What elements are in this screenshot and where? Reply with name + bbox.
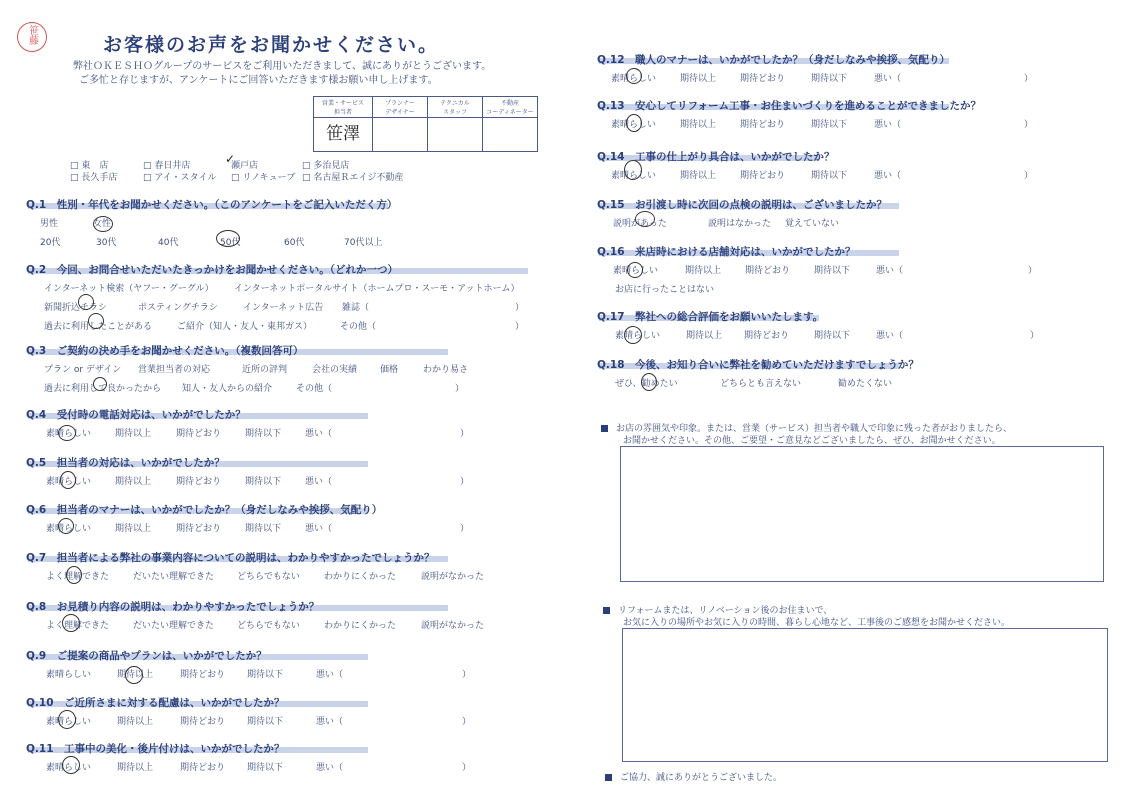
answer-option[interactable]: 20代 [40,238,61,248]
answer-option[interactable]: 期待以上 [117,717,154,727]
answer-option[interactable]: インターネット検索（ヤフー・グーグル） [44,284,214,294]
answer-option[interactable]: 期待どおり [740,171,786,181]
intro-line-2: ご多忙と存じますが、アンケートにご回答いただきます様お願い申し上げます。 [79,75,438,86]
question-label: Q.14 工事の仕上がり具合は、いかがでしたか？ [597,151,835,163]
answer-option[interactable]: 40代 [158,238,179,248]
option-close-paren: ） [1024,74,1034,84]
store-tajimi[interactable]: □ 多治見店 [302,161,350,171]
answer-circle-q8 [62,614,80,632]
store-higashi[interactable]: □ 東 店 [70,161,109,171]
answer-option[interactable]: わかりにくかった [324,621,397,631]
answer-option[interactable]: 説明がなかった [421,621,485,631]
answer-option[interactable]: よく理解できた [46,572,110,582]
answer-option[interactable]: 60代 [284,238,305,248]
option-close-paren: ） [515,303,525,313]
answer-option[interactable]: 悪い（ [316,670,344,680]
comment-prompt-2-line-1: リフォームまたは、リノベーション後のお住まいで、 [618,606,833,616]
answer-option[interactable]: 説明がなかった [421,572,485,582]
answer-option[interactable]: どちらでもない [237,572,300,582]
answer-circle-q18 [641,373,657,391]
answer-option[interactable]: ポスティングチラシ [138,303,218,313]
answer-option[interactable]: 素晴らしい [611,74,657,84]
answer-option[interactable]: 素晴らしい [46,717,92,727]
answer-circle-q7 [66,566,82,584]
stamp-icon [17,22,47,52]
question-label: Q.10 ご近所さまに対する配慮は、いかがでしたか？ [26,697,285,709]
option-close-paren: ） [460,429,470,439]
answer-option[interactable]: 悪い（ [874,171,902,181]
answer-option[interactable]: 悪い（ [305,429,333,439]
staff-header-realestate: 不動産 コーディネーター [483,97,538,118]
answer-option[interactable]: 勧めたくない [838,379,893,389]
answer-option[interactable]: 覚えていない [785,219,840,229]
answer-option[interactable]: その他（ [296,384,333,394]
comment-prompt-1-line-2: お聞かせください。その他、ご要望・ご意見などございましたら、ぜひ、お聞かせください。 [623,436,1001,446]
comment-prompt-1-line-1: お店の雰囲気や印象。または、営業（サービス）担当者や職人で印象に残った者がおりましたら、 [616,424,1013,434]
question-label: Q.12 職人のマナーは、いかがでしたか？（身だしなみや挨拶、気配り） [597,54,951,66]
answer-option[interactable]: 期待以下 [811,120,848,130]
staff-header-sales: 営業・サービス 担当者 [314,97,373,118]
answer-option[interactable]: 期待以下 [811,74,848,84]
question-label: Q.4 受付時の電話対応は、いかがでしたか？ [26,409,246,421]
sales-signature: 笹澤 [326,124,360,144]
answer-option[interactable]: 70代以上 [344,238,383,248]
page-title: お客様のお声をお聞かせください。 [103,34,440,56]
answer-option[interactable]: 悪い（ [316,763,344,773]
answer-option[interactable]: 雑誌（ [342,303,370,313]
store-seto[interactable]: 瀬戸店 [231,161,259,171]
answer-option[interactable]: 悪い（ [316,717,344,727]
answer-option[interactable]: ぜひ、勧めたい [615,379,678,389]
answer-option[interactable]: 素晴らしい [46,524,92,534]
answer-option[interactable]: 50代 [220,238,241,248]
question-label: Q.18 今後、お知り合いに弊社を勧めていただけますでしょうか？ [597,359,919,371]
answer-option[interactable]: 期待以上 [117,763,154,773]
answer-option[interactable]: 悪い（ [874,74,902,84]
answer-option[interactable]: よく理解できた [46,621,110,631]
answer-option[interactable]: だいたい理解できた [133,572,215,582]
answer-option[interactable]: 期待以下 [247,670,284,680]
answer-option[interactable]: 期待以下 [245,429,282,439]
answer-option[interactable]: 説明はなかった [708,219,772,229]
answer-option[interactable]: 悪い（ [874,120,902,130]
option-close-paren: ） [1030,331,1040,341]
answer-option[interactable]: お店に行ったことはない [615,285,715,295]
answer-option[interactable]: 男性 [40,219,59,229]
option-close-paren: ） [460,524,470,534]
comment-box-1[interactable] [620,446,1104,582]
bullet-square-icon [601,425,608,432]
staff-header-technical: テクニカル スタッフ [428,97,483,118]
answer-circle-q10 [58,710,76,729]
option-close-paren: ） [460,477,470,487]
store-renocube[interactable]: □ リノキューブ [231,173,296,183]
answer-option[interactable]: わかり易さ [423,365,469,375]
answer-option[interactable]: 過去に利用して良かったから [44,384,162,394]
bullet-square-icon [603,607,610,614]
store-istyle[interactable]: □ アイ・スタイル [143,173,217,183]
staff-cell-sales[interactable] [314,118,373,152]
answer-option[interactable]: 30代 [96,238,117,248]
answer-option[interactable]: わかりにくかった [324,572,397,582]
answer-circle-q1-gender [93,216,113,232]
store-r-age[interactable]: □ 名古屋Ｒエイジ不動産 [302,173,404,183]
option-close-paren: ） [462,763,472,773]
answer-option[interactable]: 悪い（ [305,524,333,534]
answer-circle-q3 [93,377,107,391]
answer-circle-q11 [62,756,80,774]
staff-cell-realestate[interactable] [483,118,538,152]
answer-option[interactable]: 悪い（ [876,331,904,341]
answer-option[interactable]: 価格 [380,365,399,375]
question-label: Q.17 弊社への総合評価をお願いいたします。 [597,311,824,323]
store-kasugai[interactable]: □ 春日井店 [143,161,191,171]
answer-circle-q4 [58,425,76,441]
answer-option[interactable]: 期待以下 [814,266,851,276]
closing-message [605,770,782,783]
answer-option[interactable]: 期待以下 [245,477,282,487]
answer-option[interactable]: 素晴らしい [46,763,92,773]
answer-option[interactable]: 期待以上 [680,74,717,84]
answer-option[interactable]: 素晴らしい [611,120,657,130]
answer-option[interactable]: 期待どおり [176,429,222,439]
question-label: Q.15 お引渡し時に次回の点検の説明は、ございましたか？ [597,199,888,211]
answer-circle-q6 [58,518,74,534]
answer-option[interactable]: 期待どおり [180,763,226,773]
answer-option[interactable]: その他（ [340,322,377,332]
answer-option[interactable]: 営業担当者の対応 [138,365,211,375]
option-close-paren: ） [1028,266,1038,276]
question-label: Q.3 ご契約の決め手をお聞かせください。（複数回答可） [26,345,304,357]
question-label: Q.8 お見積り内容の説明は、わかりやすかったでしょうか？ [26,601,320,613]
answer-option[interactable]: 悪い（ [305,477,333,487]
answer-option[interactable]: 期待どおり [176,477,222,487]
answer-option[interactable]: 素晴らしい [46,477,92,487]
answer-circle-q14 [624,160,642,180]
question-label: Q.9 ご提案の商品やプランは、いかがでしたか？ [26,650,267,662]
answer-circle-q15 [635,211,655,227]
answer-option[interactable]: 期待どおり [180,717,226,727]
stamp-text: 笹藤 [26,25,38,45]
answer-option[interactable]: 素晴らしい [611,171,657,181]
question-label: Q.11 工事中の美化・後片付けは、いかがでしたか？ [26,743,285,755]
answer-circle-q5 [60,471,76,489]
answer-circle-q17 [624,326,642,344]
answer-option[interactable]: 期待以上 [115,429,152,439]
answer-option[interactable]: 悪い（ [876,266,904,276]
question-label: Q.6 担当者のマナーは、いかがでしたか？（身だしなみや挨拶、気配り） [26,504,383,516]
comment-prompt-2-line-2: お気に入りの場所やお気に入りの時間、暮らし心地など、工事後のご感想をお聞かせください。 [623,618,1011,628]
answer-circle-q16 [627,262,643,278]
answer-option[interactable]: 素晴らしい [46,670,92,680]
answer-option[interactable]: 期待以下 [247,763,284,773]
answer-circle-q12 [626,68,642,84]
answer-option[interactable]: 期待以上 [117,670,154,680]
answer-option[interactable]: ご紹介（知人・友人・東邦ガス） [177,322,313,332]
answer-option[interactable]: 期待以上 [685,266,722,276]
question-label: Q.1 性別・年代をお聞かせください。（このアンケートをご記入いただく方） [26,199,398,211]
seto-check-mark: ✓ [225,152,236,166]
answer-option[interactable]: 新聞折込チラシ [44,303,108,313]
answer-option[interactable]: 期待どおり [745,266,791,276]
comment-prompt-2 [603,605,1010,629]
answer-circle-q2 [78,294,94,310]
answer-option[interactable]: 素晴らしい [613,266,659,276]
answer-option[interactable]: 期待以上 [686,331,723,341]
question-label: Q.13 安心してリフォーム工事・お住まいづくりを進めることができましたか？ [597,100,982,112]
option-close-paren: ） [515,322,525,332]
question-label: Q.2 今回、お問合せいただいたきっかけをお聞かせください。（どれか一つ） [26,264,398,276]
bullet-square-icon [605,774,612,781]
answer-option[interactable]: だいたい理解できた [133,621,215,631]
question-label: Q.7 担当者による弊社の事業内容についての説明は、わかりやすかったでしょうか？ [26,552,435,564]
option-close-paren: ） [1024,171,1034,181]
question-label: Q.5 担当者の対応は、いかがでしたか？ [26,457,225,469]
answer-circle-q1-age [216,230,240,247]
answer-option[interactable]: 近所の評判 [242,365,288,375]
staff-header-planner: プランナー デザイナー [373,97,428,118]
answer-option[interactable]: 期待どおり [744,331,790,341]
answer-option[interactable]: 期待どおり [740,74,786,84]
answer-circle-q9 [125,666,143,684]
store-nagakute[interactable]: □ 長久手店 [70,173,118,183]
closing-text: ご協力、誠にありがとうございました。 [620,773,783,783]
answer-circle-q13 [626,114,642,132]
answer-option[interactable]: 期待以下 [814,331,851,341]
answer-option[interactable]: 期待以下 [245,524,282,534]
answer-option[interactable]: インターネット広告 [243,303,324,313]
option-close-paren: ） [462,717,472,727]
answer-option[interactable]: どちらでもない [237,621,300,631]
answer-option[interactable]: 知人・友人からの紹介 [182,384,273,394]
staff-cell-planner[interactable] [373,118,428,152]
comment-box-2[interactable] [622,628,1108,762]
answer-option[interactable]: 期待以上 [115,524,152,534]
question-label: Q.16 来店時における店舗対応は、いかがでしたか？ [597,246,856,258]
option-close-paren: ） [462,670,472,680]
answer-option[interactable]: 期待以上 [680,120,717,130]
answer-option[interactable]: 期待以下 [247,717,284,727]
answer-option[interactable]: 説明があった [613,219,667,229]
option-close-paren: ） [455,384,465,394]
answer-option[interactable]: 素晴らしい [46,429,92,439]
answer-option[interactable]: 会社の実績 [312,365,358,375]
option-close-paren: ） [1024,120,1034,130]
comment-prompt-1 [601,423,1012,447]
answer-option[interactable]: 過去に利用したことがある [44,322,153,332]
answer-option[interactable]: どちらとも言えない [720,379,802,389]
answer-option[interactable]: 期待以上 [115,477,152,487]
staff-table [313,96,538,152]
answer-option[interactable]: 期待どおり [176,524,222,534]
answer-option[interactable]: 期待どおり [180,670,226,680]
answer-option[interactable]: 女性 [93,219,112,229]
answer-option[interactable]: プラン or デザイン [44,365,122,375]
answer-option[interactable]: インターネットポータルサイト（ホームプロ・スーモ・アットホーム） [234,284,520,294]
intro-line-1: 弊社ＯＫＥＳＨＯグループのサービスをご利用いただきまして、誠にありがとうございます。 [73,61,492,72]
answer-option[interactable]: 素晴らしい [615,331,661,341]
staff-cell-technical[interactable] [428,118,483,152]
answer-option[interactable]: 期待どおり [740,120,786,130]
answer-circle-q2-past [88,313,104,329]
answer-option[interactable]: 期待以下 [811,171,848,181]
answer-option[interactable]: 期待以上 [680,171,717,181]
